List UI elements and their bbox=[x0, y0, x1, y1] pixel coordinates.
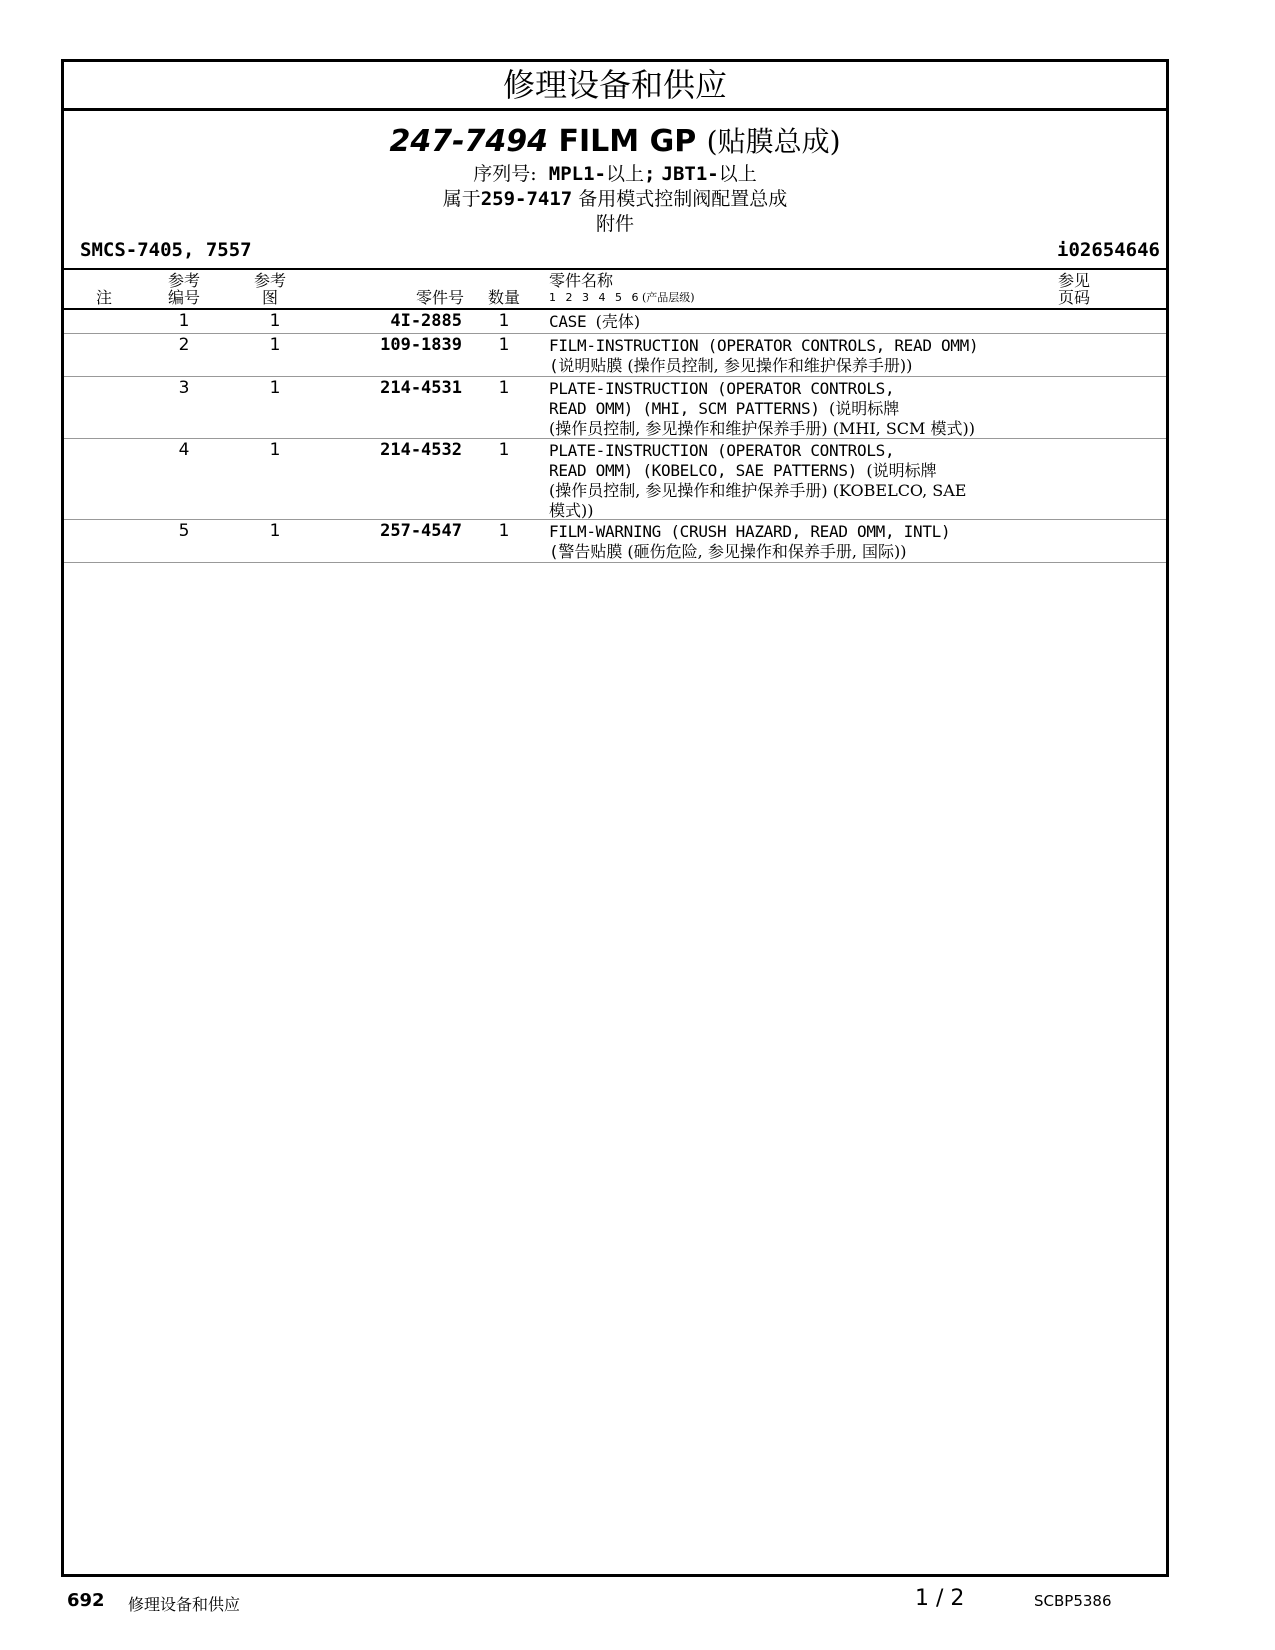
col-levels-label: (产品层级) bbox=[641, 291, 695, 304]
part-header bbox=[64, 114, 1166, 237]
description-english: ( bbox=[549, 542, 559, 561]
description-english: FILM-INSTRUCTION (OPERATOR CONTROLS, READ OMM) bbox=[549, 336, 979, 355]
part-number: 214-4531 bbox=[380, 378, 462, 398]
ref-number: 1 bbox=[178, 311, 190, 331]
quantity: 1 bbox=[498, 440, 510, 460]
description-chinese: (操作员控制, 参见操作和维护保养手册) (KOBELCO, SAE bbox=[549, 481, 967, 500]
description-line bbox=[549, 501, 1109, 521]
col-ref-no-line2: 编号 bbox=[167, 288, 200, 307]
part-number: 109-1839 bbox=[380, 335, 462, 355]
serial-suffix-1: 以上 bbox=[605, 163, 644, 185]
footer-page-number: 692 bbox=[67, 1590, 105, 1611]
belongs-description: 备用模式控制阀配置总成 bbox=[578, 188, 788, 210]
col-ref-no bbox=[159, 272, 209, 306]
parts-table bbox=[64, 310, 1166, 563]
ref-figure: 1 bbox=[269, 378, 281, 398]
part-number: 214-4532 bbox=[380, 440, 462, 460]
belongs-part-number: 259-7417 bbox=[480, 188, 573, 210]
col-qty: 数量 bbox=[487, 288, 520, 307]
col-see-page bbox=[1049, 272, 1099, 306]
col-ref-no-line1: 参考 bbox=[167, 271, 200, 290]
table-row bbox=[64, 377, 1166, 439]
description-english: CASE bbox=[549, 312, 596, 331]
col-ref-fig-line1: 参考 bbox=[253, 271, 286, 290]
quantity: 1 bbox=[498, 521, 510, 541]
part-description bbox=[549, 522, 1109, 562]
part-description bbox=[549, 441, 1109, 521]
description-line bbox=[549, 356, 1109, 376]
description-chinese: (说明标牌 bbox=[829, 399, 900, 418]
description-line bbox=[549, 336, 1109, 356]
serial-value-1: MPL1- bbox=[548, 163, 606, 185]
table-row bbox=[64, 310, 1166, 334]
description-english: READ OMM) (MHI, SCM PATTERNS) bbox=[549, 399, 829, 418]
table-row bbox=[64, 439, 1166, 520]
part-description bbox=[549, 312, 1109, 332]
col-note: 注 bbox=[95, 288, 112, 307]
description-line bbox=[549, 312, 1109, 332]
description-line bbox=[549, 481, 1109, 501]
serial-line bbox=[64, 162, 1166, 187]
quantity: 1 bbox=[498, 311, 510, 331]
description-line bbox=[549, 461, 1109, 481]
col-levels bbox=[549, 289, 849, 307]
description-chinese: 模式)) bbox=[549, 501, 594, 520]
description-english: FILM-WARNING (CRUSH HAZARD, READ OMM, INTL) bbox=[549, 522, 951, 541]
col-part-no: 零件号 bbox=[415, 288, 464, 307]
description-line bbox=[549, 542, 1109, 562]
description-chinese: (壳体) bbox=[595, 312, 641, 331]
part-description bbox=[549, 336, 1109, 376]
ref-figure: 1 bbox=[269, 311, 281, 331]
belongs-prefix: 属于 bbox=[442, 188, 481, 210]
ref-number: 4 bbox=[178, 440, 190, 460]
attachment-line bbox=[64, 212, 1166, 237]
serial-label: 序列号: bbox=[473, 163, 537, 185]
footer-doc-code: SCBP5386 bbox=[1034, 1592, 1112, 1610]
part-description bbox=[549, 379, 1109, 439]
belongs-line bbox=[64, 187, 1166, 212]
attachment-label: 附件 bbox=[595, 213, 634, 235]
col-levels-numbers: 1 2 3 4 5 6 bbox=[549, 291, 639, 304]
part-number: 257-4547 bbox=[380, 521, 462, 541]
table-row bbox=[64, 520, 1166, 563]
description-english: ( bbox=[549, 356, 559, 375]
footer-sheet: 1 / 2 bbox=[915, 1586, 965, 1611]
description-line bbox=[549, 379, 1109, 399]
description-chinese: (操作员控制, 参见操作和维护保养手册) (MHI, SCM 模式)) bbox=[549, 419, 975, 438]
serial-value-2: JBT1- bbox=[661, 163, 719, 185]
description-line bbox=[549, 441, 1109, 461]
part-name: FILM GP bbox=[558, 124, 697, 159]
quantity: 1 bbox=[498, 378, 510, 398]
ref-figure: 1 bbox=[269, 335, 281, 355]
header-divider bbox=[64, 268, 1166, 270]
ref-figure: 1 bbox=[269, 440, 281, 460]
description-line bbox=[549, 522, 1109, 542]
serial-sep: ; bbox=[644, 163, 656, 185]
quantity: 1 bbox=[498, 335, 510, 355]
page-frame bbox=[61, 59, 1169, 1577]
col-part-name-label: 零件名称 bbox=[549, 271, 614, 290]
col-ref-fig bbox=[245, 272, 295, 306]
part-number: 4I-2885 bbox=[390, 311, 462, 331]
serial-suffix-2: 以上 bbox=[718, 163, 757, 185]
ref-number: 3 bbox=[178, 378, 190, 398]
part-number: 247-7494 bbox=[389, 124, 549, 159]
col-see-page-line1: 参见 bbox=[1057, 271, 1090, 290]
col-ref-fig-line2: 图 bbox=[261, 288, 278, 307]
description-english: READ OMM) (KOBELCO, SAE PATTERNS) bbox=[549, 461, 867, 480]
ref-figure: 1 bbox=[269, 521, 281, 541]
col-see-page-line2: 页码 bbox=[1057, 288, 1090, 307]
section-title: 修理设备和供应 bbox=[64, 62, 1166, 111]
smcs-code: SMCS-7405, 7557 bbox=[80, 239, 252, 261]
description-chinese: 警告贴膜 (砸伤危险, 参见操作和保养手册, 国际)) bbox=[558, 542, 907, 561]
description-chinese: 说明贴膜 (操作员控制, 参见操作和维护保养手册)) bbox=[558, 356, 913, 375]
part-name-cn: (贴膜总成) bbox=[706, 125, 841, 158]
description-english: PLATE-INSTRUCTION (OPERATOR CONTROLS, bbox=[549, 379, 895, 398]
description-line bbox=[549, 419, 1109, 439]
table-row bbox=[64, 334, 1166, 377]
description-line bbox=[549, 399, 1109, 419]
ref-number: 2 bbox=[178, 335, 190, 355]
ref-number: 5 bbox=[178, 521, 190, 541]
part-title bbox=[64, 122, 1166, 162]
illustration-id: i02654646 bbox=[1057, 239, 1160, 261]
footer-section: 修理设备和供应 bbox=[128, 1595, 241, 1614]
col-part-name bbox=[549, 272, 849, 307]
description-english: PLATE-INSTRUCTION (OPERATOR CONTROLS, bbox=[549, 441, 895, 460]
description-chinese: (说明标牌 bbox=[866, 461, 937, 480]
